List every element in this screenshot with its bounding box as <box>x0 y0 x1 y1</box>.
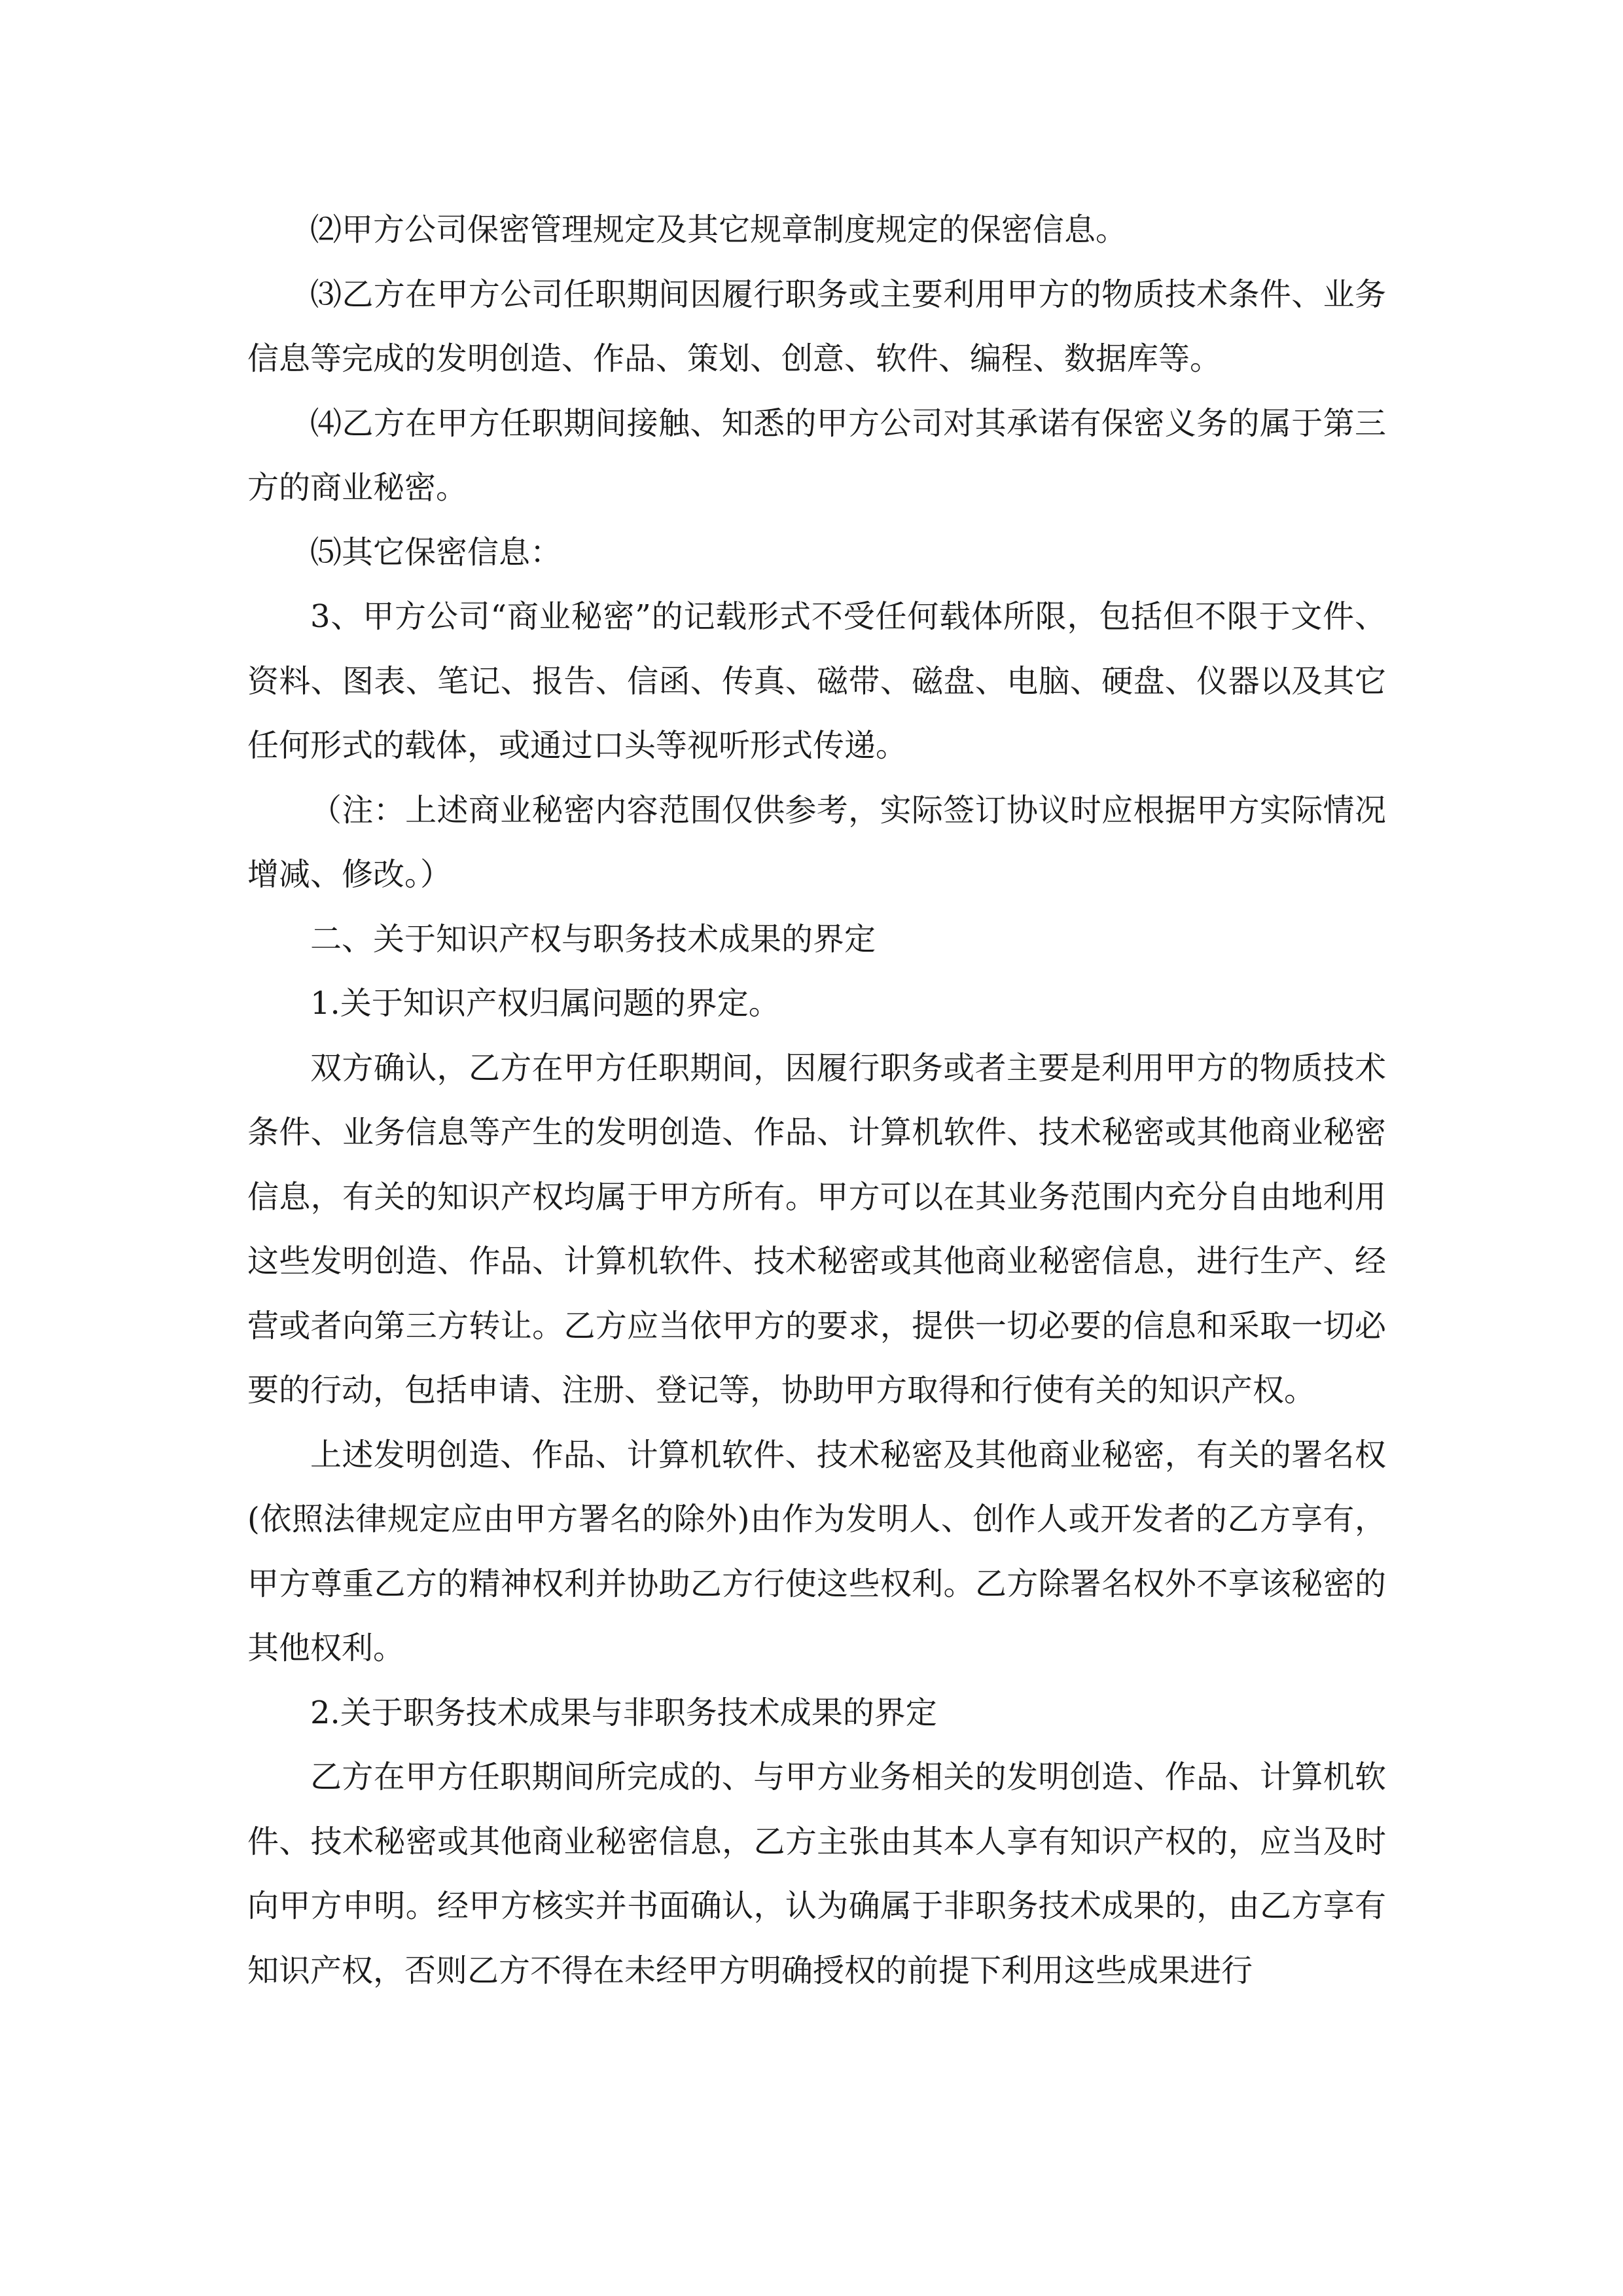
paragraph-clause-2: ⑵甲方公司保密管理规定及其它规章制度规定的保密信息。 <box>310 211 1128 248</box>
section-heading-2: 二、关于知识产权与职务技术成果的界定 <box>310 920 876 958</box>
paragraph-note: （注：上述商业秘密内容范围仅供参考，实际签订协议时应根据甲方实际情况增减、修改。） <box>247 791 1386 893</box>
paragraph-authorship: 上述发明创造、作品、计算机软件、技术秘密及其他商业秘密，有关的署名权(依照法律规定应由甲方署名的除外)由作为发明人、创作人或开发者的乙方享有，甲方尊重乙方的精神权利并协助乙方行使这些权利。乙方除署名权外不享该秘密的其他权利。 <box>247 1436 1386 1666</box>
paragraph-clause-4: ⑷乙方在甲方任职期间接触、知悉的甲方公司对其承诺有保密义务的属于第三方的商业秘密。 <box>247 404 1386 506</box>
paragraph-clause-5: ⑸其它保密信息： <box>310 533 562 571</box>
subheading-1: 1.关于知识产权归属问题的界定。 <box>310 985 780 1022</box>
document-body <box>247 198 1386 2003</box>
paragraph-item-3: 3、甲方公司“商业秘密”的记载形式不受任何载体所限，包括但不限于文件、资料、图表、笔记、报告、信函、传真、磁带、磁盘、电脑、硬盘、仪器以及其它任何形式的载体，或通过口头等视听形式传递。 <box>247 598 1386 764</box>
paragraph-non-service-results: 乙方在甲方任职期间所完成的、与甲方业务相关的发明创造、作品、计算机软件、技术秘密或其他商业秘密信息，乙方主张由其本人享有知识产权的，应当及时向甲方申明。经甲方核实并书面确认，认为确属于非职务技术成果的，由乙方享有知识产权，否则乙方不得在未经甲方明确授权的前提下利用这些成果进行 <box>247 1759 1386 1989</box>
subheading-2: 2.关于职务技术成果与非职务技术成果的界定 <box>310 1694 937 1731</box>
paragraph-ip-ownership: 双方确认，乙方在甲方任职期间，因履行职务或者主要是利用甲方的物质技术条件、业务信息等产生的发明创造、作品、计算机软件、技术秘密或其他商业秘密信息，有关的知识产权均属于甲方所有。甲方可以在其业务范围内充分自由地利用这些发明创造、作品、计算机软件、技术秘密或其他商业秘密信息，进行生产、经营或者向第三方转让。乙方应当依甲方的要求，提供一切必要的信息和采取一切必要的行动，包括申请、注册、登记等，协助甲方取得和行使有关的知识产权。 <box>247 1049 1386 1408</box>
paragraph-clause-3: ⑶乙方在甲方公司任职期间因履行职务或主要利用甲方的物质技术条件、业务信息等完成的发明创造、作品、策划、创意、软件、编程、数据库等。 <box>247 276 1386 377</box>
